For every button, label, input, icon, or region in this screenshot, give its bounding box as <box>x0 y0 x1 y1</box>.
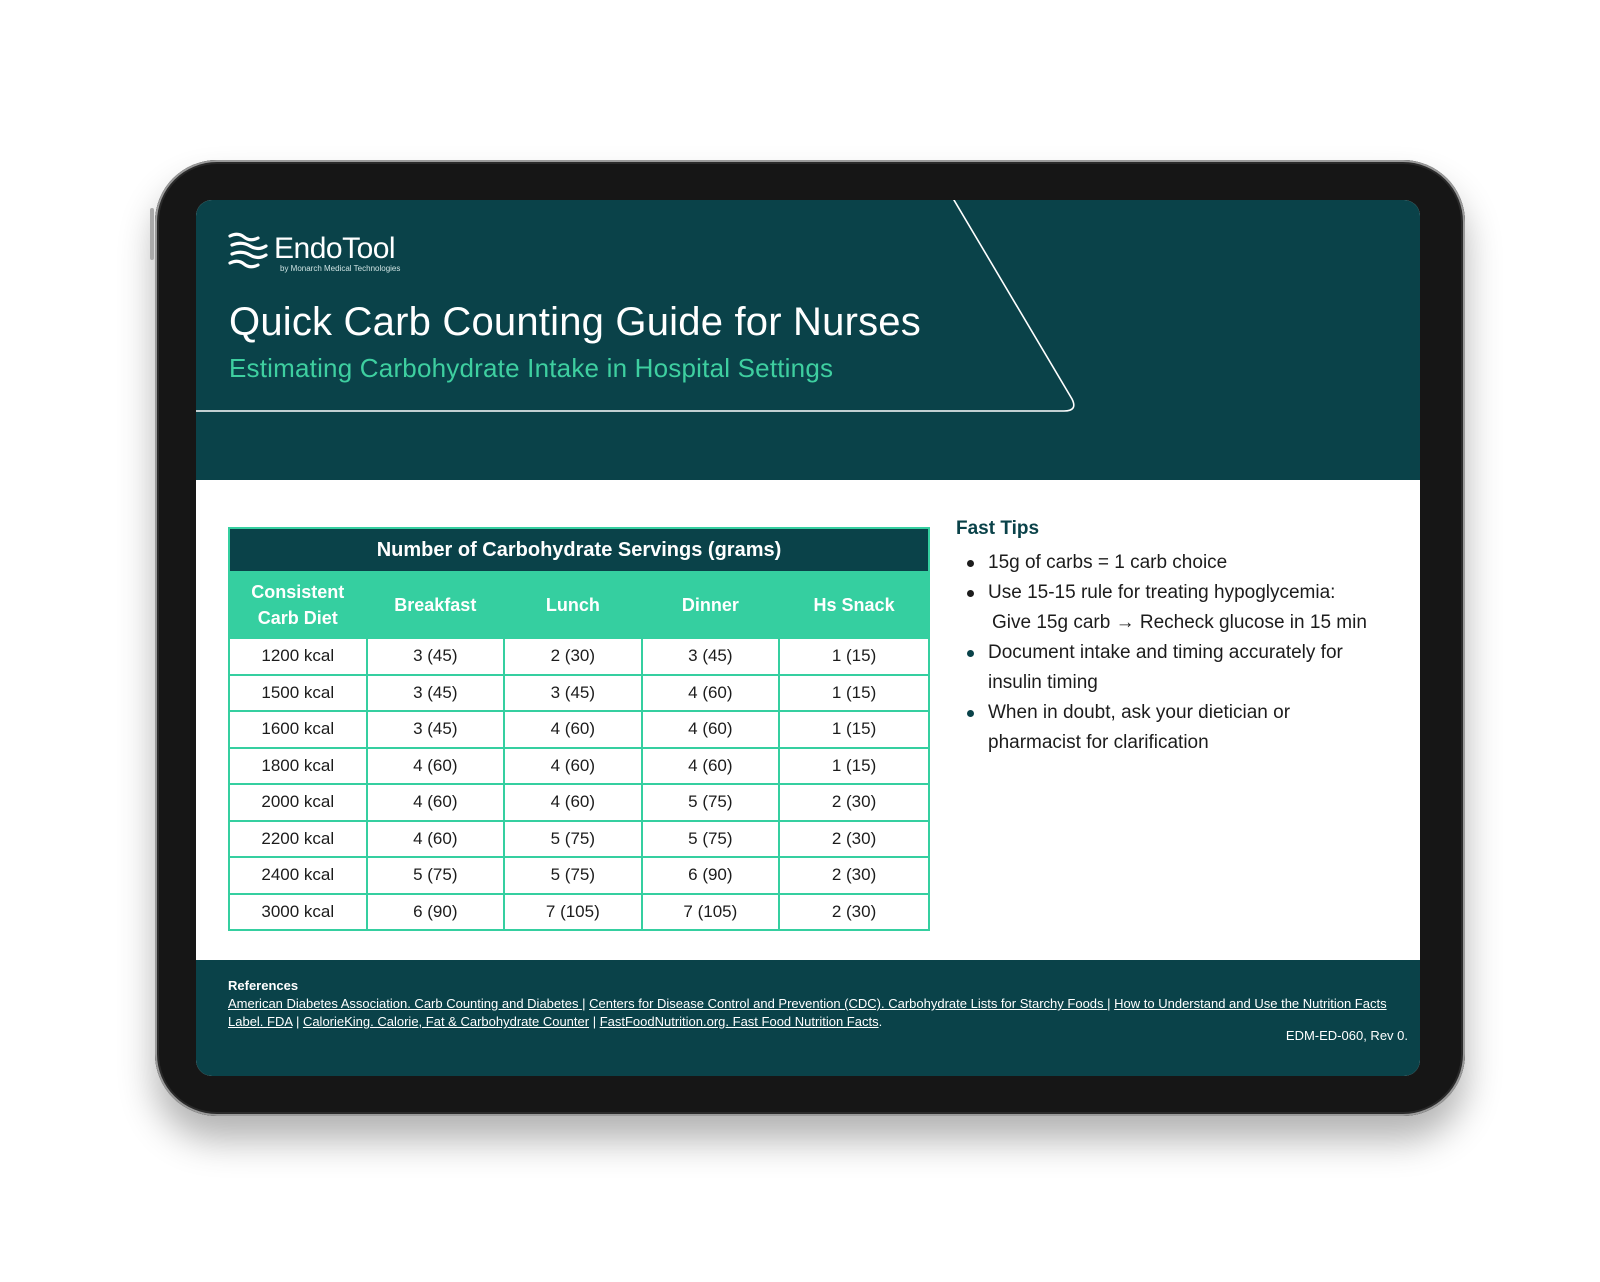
table-cell: 1200 kcal <box>229 638 367 675</box>
table-row <box>229 894 929 931</box>
table-cell: 1800 kcal <box>229 748 367 785</box>
table-row <box>229 675 929 712</box>
column-header: Consistent Carb Diet <box>229 572 367 638</box>
table-row <box>229 857 929 894</box>
column-header: Hs Snack <box>779 572 929 638</box>
page-title: Quick Carb Counting Guide for Nurses <box>229 300 921 344</box>
table-cell: 3 (45) <box>367 638 505 675</box>
tip-text-continued: pharmacist for clarification <box>988 732 1209 753</box>
header-banner <box>196 200 1420 480</box>
references-list <box>228 995 1398 1031</box>
table-cell: 4 (60) <box>504 784 642 821</box>
table-cell: 5 (75) <box>504 821 642 858</box>
table-cell: 6 (90) <box>367 894 505 931</box>
reference-link[interactable]: How to Understand and Use the Nutrition Facts Label. FDA <box>228 996 1387 1029</box>
tip-text-continued: Give 15g carb → Recheck glucose in 15 min <box>992 612 1367 633</box>
table-cell: 3 (45) <box>504 675 642 712</box>
table-cell: 7 (105) <box>642 894 780 931</box>
tip-text: 15g of carbs = 1 carb choice <box>988 552 1228 573</box>
table-cell: 2400 kcal <box>229 857 367 894</box>
brand-name: EndoTool <box>274 232 396 265</box>
table-cell: 2 (30) <box>779 784 929 821</box>
fast-tips-title: Fast Tips <box>956 518 1040 539</box>
table-cell: 6 (90) <box>642 857 780 894</box>
table-cell: 2 (30) <box>779 894 929 931</box>
list-item <box>956 578 1396 638</box>
table-cell: 5 (75) <box>642 821 780 858</box>
table-cell: 3 (45) <box>642 638 780 675</box>
list-item <box>956 548 1396 578</box>
table-cell: 4 (60) <box>504 748 642 785</box>
table-cell: 1 (15) <box>779 748 929 785</box>
table-cell: 3 (45) <box>367 675 505 712</box>
document-id: EDM-ED-060, Rev 0. <box>1285 1028 1408 1043</box>
carb-servings-table <box>228 527 930 931</box>
table-cell: 2200 kcal <box>229 821 367 858</box>
reference-link[interactable]: American Diabetes Association. Carb Counting and Diabetes <box>228 996 583 1011</box>
list-item <box>956 698 1396 758</box>
table-cell: 5 (75) <box>642 784 780 821</box>
table-cell: 4 (60) <box>504 711 642 748</box>
table-cell: 2 (30) <box>779 821 929 858</box>
table-cell: 4 (60) <box>642 748 780 785</box>
tip-text-continued: insulin timing <box>988 672 1098 693</box>
table-cell: 3000 kcal <box>229 894 367 931</box>
table-cell: 1 (15) <box>779 711 929 748</box>
table-row <box>229 821 929 858</box>
table-cell: 2 (30) <box>779 857 929 894</box>
separator: | <box>1107 996 1115 1011</box>
reference-link[interactable]: Centers for Disease Control and Prevention (CDC). Carbohydrate Lists for Starchy Foods <box>589 996 1108 1011</box>
table-cell: 2 (30) <box>504 638 642 675</box>
table-cell: 1500 kcal <box>229 675 367 712</box>
reference-link[interactable]: FastFoodNutrition.org. Fast Food Nutrition Facts <box>599 1014 879 1029</box>
separator: | <box>292 1014 303 1029</box>
table-cell: 5 (75) <box>367 857 505 894</box>
endotool-logo-icon <box>228 232 270 272</box>
fast-tips <box>956 518 1396 758</box>
table-cell: 2000 kcal <box>229 784 367 821</box>
table-cell: 4 (60) <box>642 711 780 748</box>
separator: | <box>582 996 590 1011</box>
table-row <box>229 748 929 785</box>
volume-button <box>150 208 154 260</box>
table-cell: 5 (75) <box>504 857 642 894</box>
table-cell: 7 (105) <box>504 894 642 931</box>
table-cell: 4 (60) <box>367 821 505 858</box>
table-cell: 3 (45) <box>367 711 505 748</box>
references-footer <box>196 960 1420 1076</box>
list-item <box>956 638 1396 698</box>
references-title: References <box>228 978 299 993</box>
column-header: Lunch <box>504 572 642 638</box>
table-row <box>229 638 929 675</box>
tip-text: When in doubt, ask your dietician or <box>988 702 1291 723</box>
separator: | <box>589 1014 600 1029</box>
reference-link[interactable]: CalorieKing. Calorie, Fat & Carbohydrate Counter <box>302 1014 590 1029</box>
table-cell: 1 (15) <box>779 675 929 712</box>
page-subtitle: Estimating Carbohydrate Intake in Hospital Settings <box>229 353 834 383</box>
column-header: Breakfast <box>367 572 505 638</box>
table-cell: 4 (60) <box>642 675 780 712</box>
tips-list <box>956 548 1396 758</box>
table-cell: 4 (60) <box>367 748 505 785</box>
table-cell: 1 (15) <box>779 638 929 675</box>
table-header-row <box>229 572 929 638</box>
table-cell: 1600 kcal <box>229 711 367 748</box>
document-screen <box>196 200 1420 1076</box>
table-cell: 4 (60) <box>367 784 505 821</box>
tip-text: Document intake and timing accurately for <box>988 642 1343 663</box>
table-row <box>229 711 929 748</box>
table-row <box>229 784 929 821</box>
tip-text: Use 15-15 rule for treating hypoglycemia: <box>988 582 1336 603</box>
references-end: . <box>878 1014 883 1029</box>
table-caption: Number of Carbohydrate Servings (grams) <box>229 528 929 572</box>
brand-tagline: by Monarch Medical Technologies <box>280 264 401 273</box>
column-header: Dinner <box>642 572 780 638</box>
endotool-logo <box>228 232 400 273</box>
